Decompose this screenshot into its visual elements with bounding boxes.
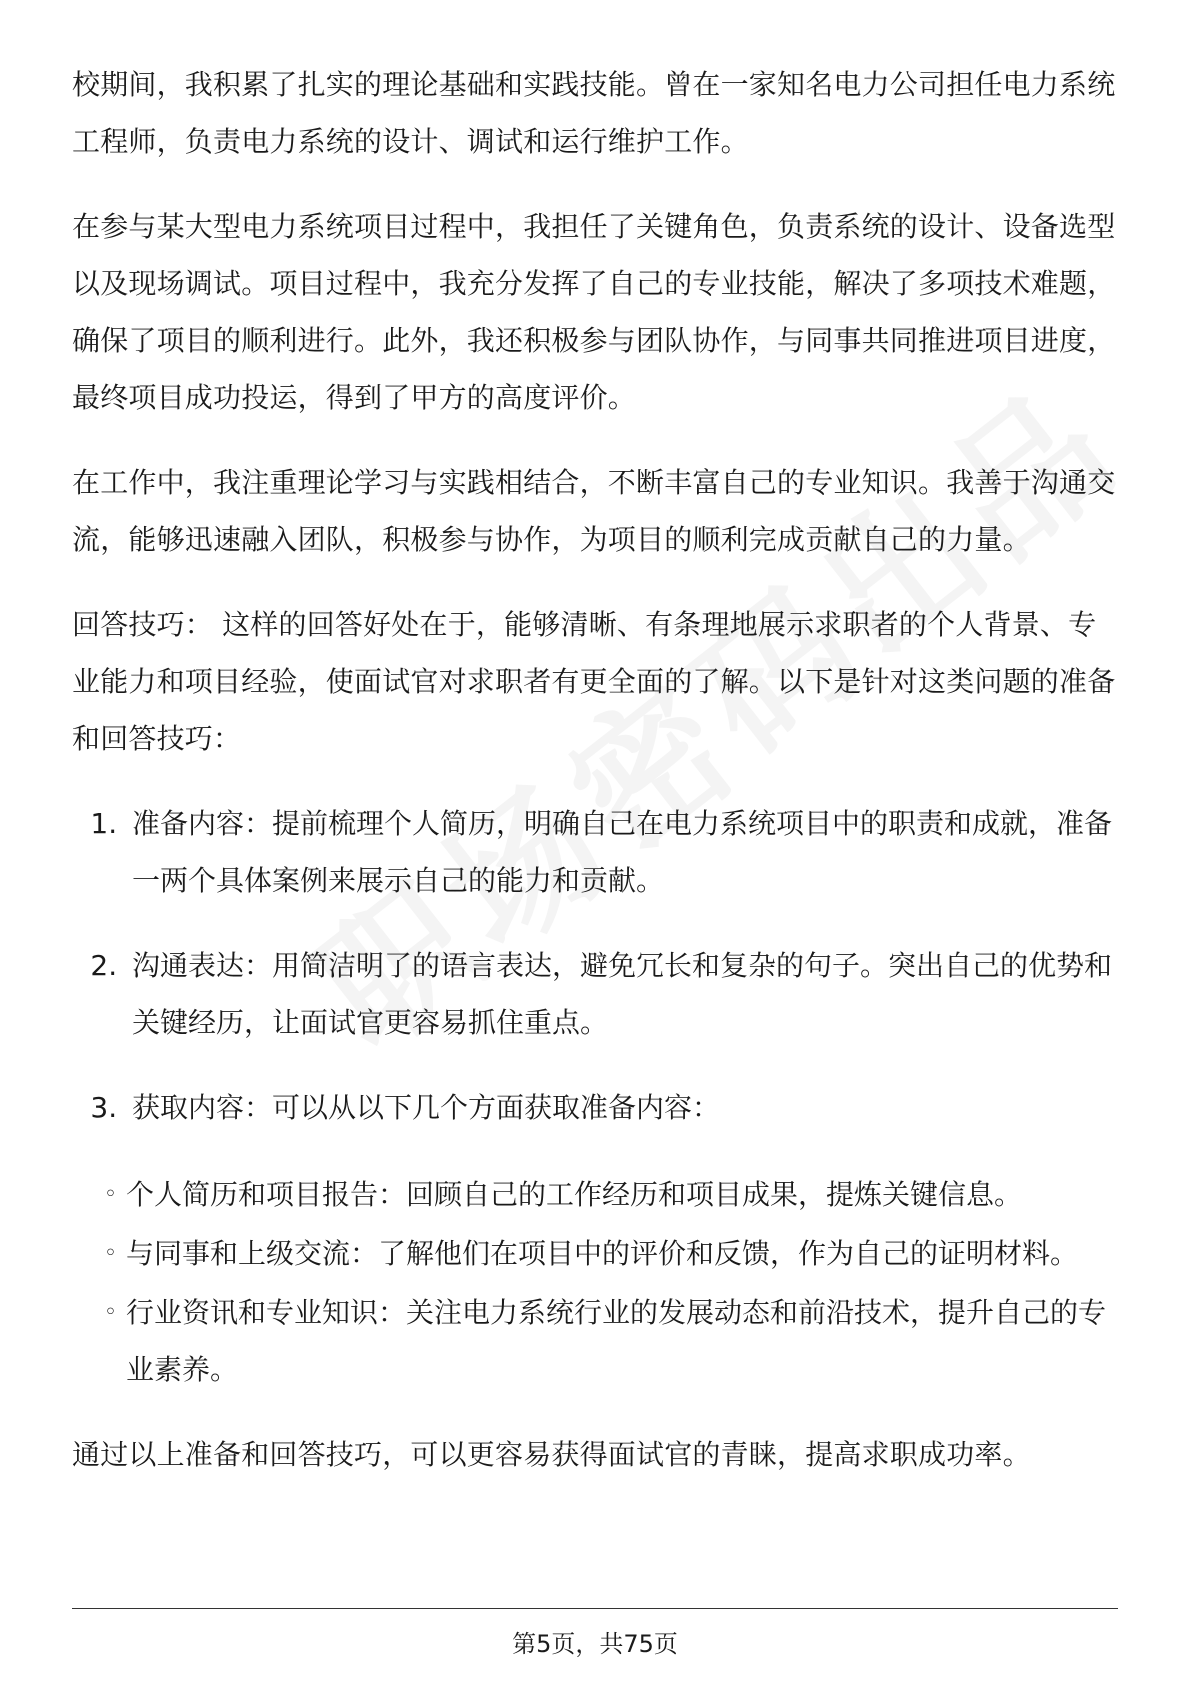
list-item	[126, 795, 1118, 909]
sub-list	[104, 1166, 1118, 1398]
hollow-bullet-icon: ◦	[104, 1300, 117, 1325]
hollow-bullet-icon: ◦	[104, 1182, 117, 1207]
paragraph-answer-tips: 回答技巧： 这样的回答好处在于，能够清晰、有条理地展示求职者的个人背景、专业能力和项目经验，使面试官对求职者有更全面的了解。以下是针对这类问题的准备和回答技巧：	[72, 608, 1116, 755]
paragraph-project: 在参与某大型电力系统项目过程中，我担任了关键角色，负责系统的设计、设备选型以及现场调试。项目过程中，我充分发挥了自己的专业技能，解决了多项技术难题，确保了项目的顺利进行。此外，我还积极参与团队协作，与同事共同推进项目进度，最终项目成功投运，得到了甲方的高度评价。	[72, 210, 1116, 414]
hollow-bullet-icon: ◦	[104, 1241, 117, 1266]
sub-list-item-text: 个人简历和项目报告：回顾自己的工作经历和项目成果，提炼关键信息。	[126, 1178, 1023, 1211]
list-item-text: 准备内容：提前梳理个人简历，明确自己在电力系统项目中的职责和成就，准备一两个具体案例来展示自己的能力和贡献。	[132, 807, 1113, 897]
list-item	[104, 1079, 1118, 1398]
paragraph-work-style: 在工作中，我注重理论学习与实践相结合，不断丰富自己的专业知识。我善于沟通交流，能够迅速融入团队，积极参与协作，为项目的顺利完成贡献自己的力量。	[72, 466, 1116, 556]
page-number: 第5页，共75页	[512, 1630, 678, 1658]
list-item-text: 沟通表达：用简洁明了的语言表达，避免冗长和复杂的句子。突出自己的优势和关键经历，让面试官更容易抓住重点。	[132, 949, 1113, 1039]
sub-list-item	[76, 1225, 1118, 1282]
sub-list-item	[76, 1166, 1118, 1223]
sub-list-item	[76, 1284, 1118, 1398]
paragraph-background: 校期间，我积累了扎实的理论基础和实践技能。曾在一家知名电力公司担任电力系统工程师，负责电力系统的设计、调试和运行维护工作。	[72, 68, 1116, 158]
paragraph-closing: 通过以上准备和回答技巧，可以更容易获得面试官的青睐，提高求职成功率。	[72, 1438, 1031, 1471]
sub-list-item-text: 行业资讯和专业知识：关注电力系统行业的发展动态和前沿技术，提升自己的专业素养。	[126, 1296, 1107, 1386]
numbered-list	[72, 795, 1118, 1398]
sub-list-item-text: 与同事和上级交流：了解他们在项目中的评价和反馈，作为自己的证明材料。	[126, 1237, 1079, 1270]
footer-divider	[72, 1608, 1118, 1609]
list-item	[126, 937, 1118, 1051]
list-item-text: 获取内容：可以从以下几个方面获取准备内容：	[132, 1091, 721, 1124]
document-body	[72, 56, 1118, 1511]
